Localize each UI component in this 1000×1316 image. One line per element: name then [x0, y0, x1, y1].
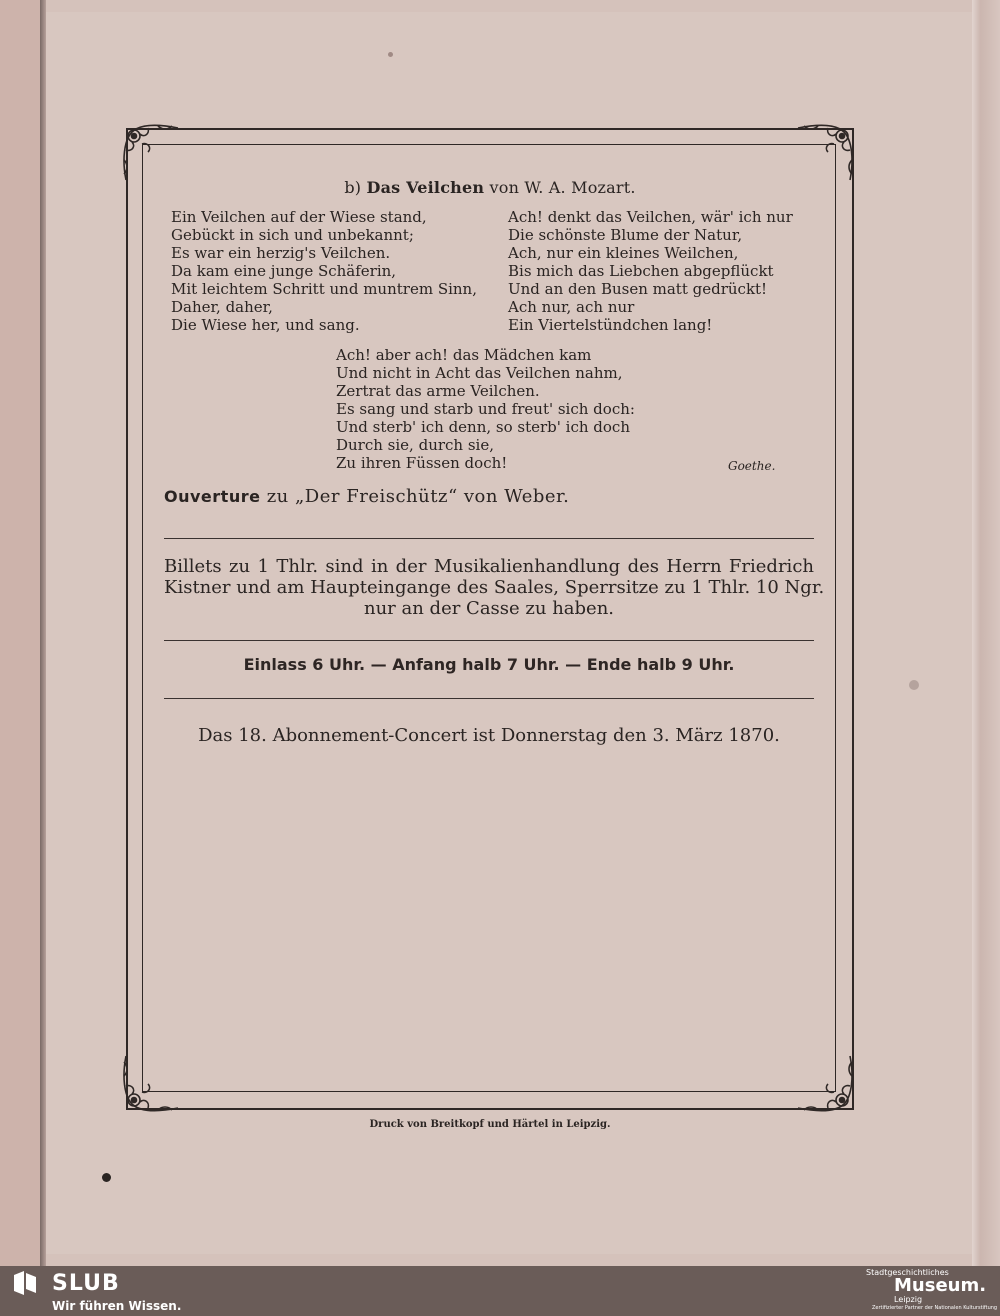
poem-line: Ach, nur ein kleines Weilchen, — [508, 244, 739, 262]
ink-speck — [102, 1173, 111, 1182]
song-title-name: Das Veilchen — [366, 178, 485, 197]
ticket-info-line: Kistner und am Haupteingange des Saales, Sperrsitze zu 1 Thlr. 10 Ngr. — [164, 577, 825, 598]
schedule-times: Einlass 6 Uhr. — Anfang halb 7 Uhr. — Ende halb 9 Uhr. — [243, 655, 735, 674]
ticket-info-line: Billets zu 1 Thlr. sind in der Musikalienhandlung des Herrn Friedrich — [164, 556, 814, 577]
divider-rule — [164, 538, 814, 539]
poem-line: Da kam eine junge Schäferin, — [171, 262, 397, 280]
poem-line: Und nicht in Acht das Veilchen nahm, — [336, 364, 623, 382]
ticket-info-line: nur an der Casse zu haben. — [363, 598, 615, 619]
poem-line: Bis mich das Liebchen abgepflückt — [508, 262, 774, 280]
printer-imprint: Druck von Breitkopf und Härtel in Leipzig. — [369, 1119, 611, 1130]
poem-line: Durch sie, durch sie, — [336, 436, 494, 454]
corner-ornament-icon — [792, 120, 858, 186]
song-title-composer: von W. A. Mozart. — [489, 178, 636, 197]
paper-blemish — [388, 52, 393, 57]
ticket-info — [164, 556, 825, 619]
slub-tagline: Wir führen Wissen. — [52, 1299, 182, 1313]
poem-line: Zu ihren Füssen doch! — [336, 454, 508, 472]
paper-blemish — [909, 680, 919, 690]
poem-stanza-left — [171, 208, 477, 334]
overture-label: Ouverture — [164, 487, 261, 506]
poem-line: Zertrat das arme Veilchen. — [336, 382, 540, 400]
museum-prefix: Stadtgeschichtliches — [866, 1268, 949, 1277]
slub-logo-icon — [12, 1271, 38, 1295]
poem-line: Ach! aber ach! das Mädchen kam — [336, 346, 592, 364]
poem-line: Und sterb' ich denn, so sterb' ich doch — [336, 418, 630, 436]
museum-city: Leipzig — [894, 1295, 923, 1304]
poem-line: Ach nur, ach nur — [508, 298, 635, 316]
song-title — [0, 178, 980, 197]
poem-line: Die schönste Blume der Natur, — [508, 226, 743, 244]
poem-line: Ach! denkt das Veilchen, wär' ich nur — [508, 208, 793, 226]
poem-author: Goethe. — [728, 459, 776, 473]
overture-item — [164, 486, 569, 507]
poem-line: Gebückt in sich und unbekannt; — [171, 226, 414, 244]
poem-line: Daher, daher, — [171, 298, 273, 316]
poem-line: Ein Viertelstündchen lang! — [508, 316, 713, 334]
slub-logo-text: SLUB — [52, 1271, 120, 1296]
poem-line: Es war ein herzig's Veilchen. — [171, 244, 391, 262]
poem-line: Es sang und starb und freut' sich doch: — [336, 400, 635, 418]
poem-stanza-right — [508, 208, 793, 334]
museum-name: Museum. — [894, 1275, 987, 1296]
corner-ornament-icon — [118, 120, 184, 186]
poem-line: Ein Veilchen auf der Wiese stand, — [171, 208, 427, 226]
poem-line: Die Wiese her, und sang. — [171, 316, 360, 334]
next-concert-notice: Das 18. Abonnement-Concert ist Donnerstag den 3. März 1870. — [198, 725, 780, 746]
poem-line: Und an den Busen matt gedrückt! — [508, 280, 768, 298]
overture-text: zu „Der Freischütz“ von Weber. — [266, 486, 570, 507]
corner-ornament-icon — [792, 1050, 858, 1116]
divider-rule — [164, 640, 814, 641]
song-title-prefix: b) — [344, 178, 362, 197]
poem-line: Mit leichtem Schritt und muntrem Sinn, — [171, 280, 477, 298]
museum-certification: Zertifizierter Partner der Nationalen Kulturstiftung — [872, 1305, 998, 1311]
corner-ornament-icon — [118, 1050, 184, 1116]
poem-stanza-center — [336, 346, 635, 472]
divider-rule — [164, 698, 814, 699]
